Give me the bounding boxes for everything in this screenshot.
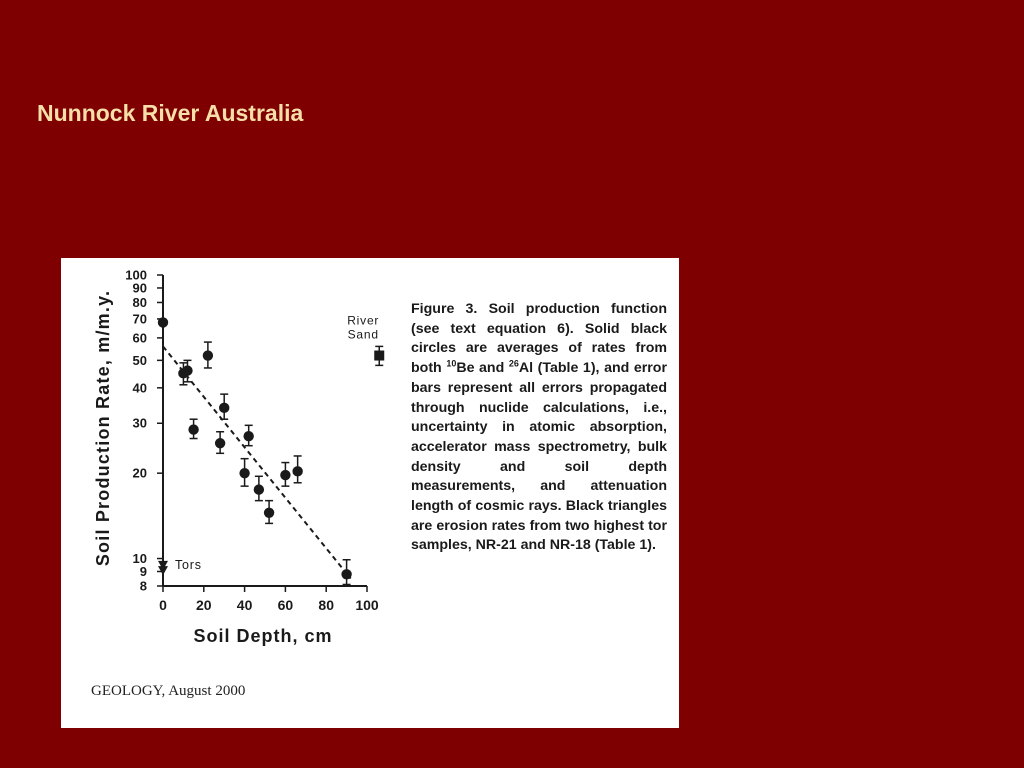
x-tick-label: 40 <box>236 597 253 613</box>
x-tick-label: 80 <box>318 597 334 613</box>
soil-sample-point <box>239 468 249 478</box>
y-tick-label: 30 <box>132 415 147 431</box>
y-tick-label: 60 <box>132 330 147 346</box>
source-note: GEOLOGY, August 2000 <box>91 683 246 699</box>
soil-sample-point <box>292 466 302 476</box>
soil-sample-point <box>341 569 351 579</box>
soil-production-chart <box>61 258 406 658</box>
y-tick-label: 20 <box>132 465 147 481</box>
caption-text-b: Be and <box>456 360 509 377</box>
x-tick-label: 0 <box>159 597 167 613</box>
x-tick-label: 100 <box>355 597 379 613</box>
y-tick-label: 90 <box>132 280 147 296</box>
river-sand-point <box>374 351 384 361</box>
x-axis-label: Soil Depth, cm <box>193 626 333 646</box>
y-tick-label: 50 <box>132 352 147 368</box>
caption-text-c: Al (Table 1), and error bars represent all errors propagated through nuclide calculations, i.e., uncertainty in atomic absorption, accelerator mass spectrometry, bulk density and soil depth measurements, and attenuation length of cosmic rays. Black triangles are erosion rates from two highest tor samples, NR-21 and NR-18 (Table 1). <box>411 360 667 554</box>
soil-sample-point <box>188 424 198 434</box>
slide-title: Nunnock River Australia <box>37 100 304 126</box>
tors-label: Tors <box>175 557 202 572</box>
y-tick-label: 10 <box>132 551 147 567</box>
river-sand-label-line1: River <box>347 313 380 328</box>
soil-sample-point <box>243 431 253 441</box>
caption-sup-10: 10 <box>446 358 457 369</box>
y-tick-label: 70 <box>132 311 147 327</box>
caption-text-a: Figure 3. Soil production function (see text equation 6). Solid black circles are averages of rates from both <box>411 301 667 377</box>
river-sand-label-line2: Sand <box>347 327 379 342</box>
soil-sample-point <box>254 484 264 494</box>
soil-sample-point <box>203 350 213 360</box>
y-tick-label: 8 <box>139 578 147 594</box>
figure-panel <box>61 258 679 728</box>
soil-sample-point <box>182 365 192 375</box>
y-tick-label: 9 <box>139 563 147 579</box>
tor-point <box>158 566 168 575</box>
soil-sample-point <box>280 470 290 480</box>
soil-sample-point <box>219 403 229 413</box>
y-tick-label: 100 <box>125 267 147 283</box>
x-tick-label: 20 <box>196 597 212 613</box>
y-tick-label: 40 <box>132 380 147 396</box>
figure-caption <box>411 300 667 556</box>
x-tick-label: 60 <box>277 597 294 613</box>
soil-sample-point <box>215 438 225 448</box>
y-tick-label: 80 <box>132 294 147 310</box>
soil-sample-point <box>158 317 168 327</box>
soil-sample-point <box>264 508 274 518</box>
caption-sup-26: 26 <box>508 358 519 369</box>
y-axis-label: Soil Production Rate, m/m.y. <box>93 289 113 567</box>
